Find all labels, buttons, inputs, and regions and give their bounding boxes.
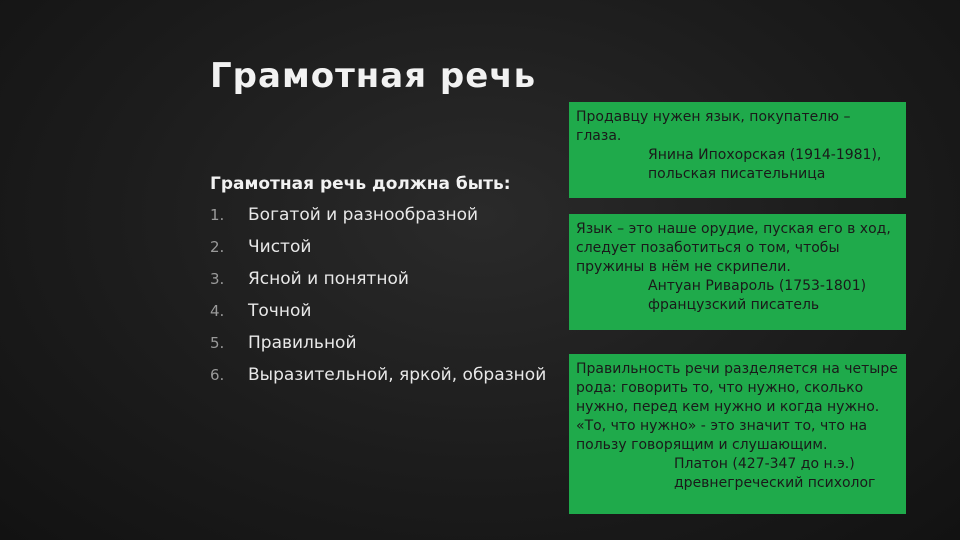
list-item bbox=[210, 330, 546, 362]
quote-author-role: древнегреческий психолог bbox=[674, 475, 876, 491]
quote-author: Платон (427-347 до н.э.) bbox=[674, 456, 855, 472]
list-number: 2. bbox=[210, 238, 225, 256]
list-text: Ясной и понятной bbox=[248, 269, 409, 289]
list-text: Правильной bbox=[248, 333, 357, 353]
list-text: Чистой bbox=[248, 237, 312, 257]
list-item bbox=[210, 266, 546, 298]
list-item bbox=[210, 298, 546, 330]
quote-author-role: польская писательница bbox=[648, 166, 826, 182]
list-number: 1. bbox=[210, 206, 225, 224]
list-heading: Грамотная речь должна быть: bbox=[210, 174, 511, 194]
list-number: 4. bbox=[210, 302, 225, 320]
list-text: Выразительной, яркой, образной bbox=[248, 365, 547, 385]
list-item bbox=[210, 362, 546, 394]
quote-box-ipohorska bbox=[569, 102, 906, 198]
quote-author: Антуан Ривароль (1753-1801) bbox=[648, 278, 867, 294]
quote-box-rivarol bbox=[569, 214, 906, 330]
list-number: 3. bbox=[210, 270, 225, 288]
quote-author: Янина Ипохорская (1914-1981), bbox=[648, 147, 882, 163]
list-number: 5. bbox=[210, 334, 225, 352]
quote-text: Правильность речи разделяется на четыре рода: говорить то, что нужно, сколько нужно, перед кем нужно и когда нужно. «То, что нужно» - это значит то, что на пользу говорящим и слушающим. bbox=[576, 361, 898, 453]
list-text: Точной bbox=[248, 301, 312, 321]
slide-title: Грамотная речь bbox=[210, 56, 537, 96]
qualities-list bbox=[210, 202, 546, 394]
quote-box-plato bbox=[569, 354, 906, 514]
list-text: Богатой и разнообразной bbox=[248, 205, 479, 225]
list-item bbox=[210, 202, 546, 234]
list-item bbox=[210, 234, 546, 266]
quote-author-role: французский писатель bbox=[648, 297, 820, 313]
list-number: 6. bbox=[210, 366, 225, 384]
quote-text: Язык – это наше орудие, пуская его в ход, следует позаботиться о том, чтобы пружины в нём не скрипели. bbox=[576, 221, 891, 275]
quote-text: Продавцу нужен язык, покупателю – глаза. bbox=[576, 109, 851, 144]
